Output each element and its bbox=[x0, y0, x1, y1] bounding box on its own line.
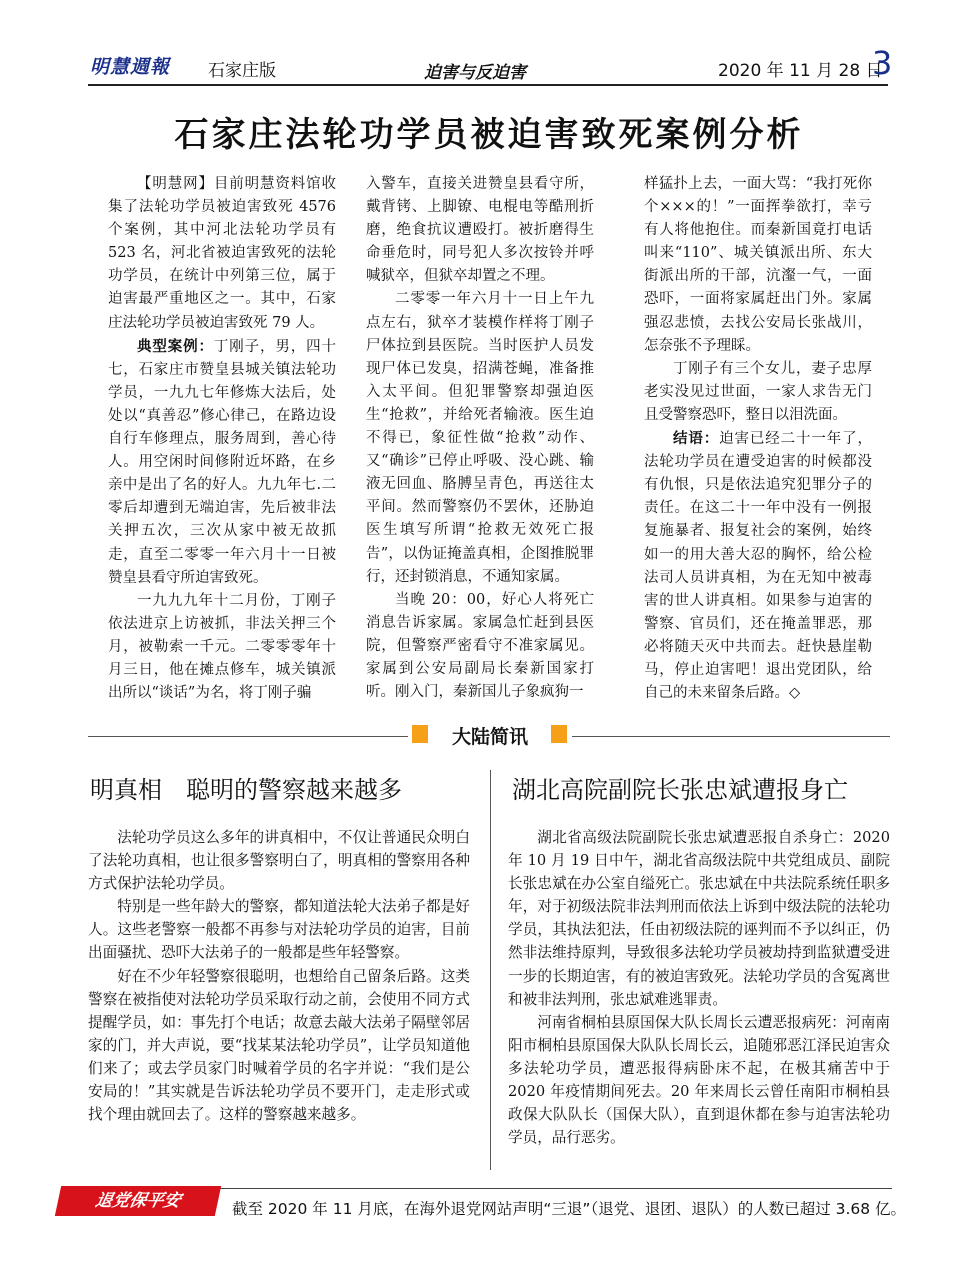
header-rule bbox=[88, 84, 888, 86]
paragraph: 特别是一些年龄大的警察，都知道法轮大法弟子都是好人。这些老警察一般都不再参与对法轮功学员的迫害，目前出面骚扰、恐吓大法弟子的一般都是些年轻警察。 bbox=[88, 898, 470, 962]
paragraph-text: 丁刚子，男，四十七，石家庄市赞皇县城关镇法轮功学员，一九九七年修炼大法后，处处以“真善忍”修心律己，在路边设自行车修理点，服务周到，善心待人。用空闲时间修附近坏路，在乡亲中是出了名的好人。九九年七.二零后却遭到无端迫害，先后被非法关押五次，三次从家中被无故抓走，直至二零零一年六月十一日被赞皇县看守所迫害致死。 bbox=[108, 338, 336, 586]
section-divider-right bbox=[572, 736, 890, 737]
section-divider-left bbox=[88, 736, 408, 737]
masthead-logo: 明慧週報 bbox=[90, 56, 171, 78]
paragraph: 湖北省高级法院副院长张忠斌遭恶报自杀身亡：2020 年 10 月 19 日中午，湖北省高级法院中共党组成员、副院长张忠斌在办公室自缢死亡。张忠斌在中共法院系统任职多年，对于初级法院非法判刑而依法上诉到中级法院的法轮功学员，其执法犯法，任由初级法院的诬判而不予以纠正，仍然非法维持原判，导致很多法轮功学员被劫持到监狱遭受进一步的长期迫害，有的被迫害致死。法轮功学员的含冤离世和被非法判刑，张忠斌难逃罪责。 bbox=[508, 829, 890, 1008]
page-number: 3 bbox=[872, 44, 893, 82]
issue-date: 2020 年 11 月 28 日 bbox=[718, 61, 883, 81]
brief-left-body bbox=[88, 826, 470, 1126]
paragraph: 好在不少年轻警察很聪明，也想给自己留条后路。这类警察在被指使对法轮功学员采取行动之前，会使用不同方式提醒学员，如：事先打个电话；故意去敲大法弟子隔壁邻居家的门，并大声说，要“找某某法轮功学员”，让学员知道他们来了；或去学员家门时喊着学员的名字并说：“我们是公安局的！”其实就是告诉法轮功学员不要开门，走走形式或找个理由就回去了。这样的警察越来越多。 bbox=[88, 967, 470, 1124]
brief-right-title: 湖北高院副院长张忠斌遭报身亡 bbox=[512, 776, 848, 804]
paragraph: 法轮功学员这么多年的讲真相中，不仅让普通民众明白了法轮功真相，也让很多警察明白了，明真相的警察用各种方式保护法轮功学员。 bbox=[88, 829, 470, 893]
brief-left-title: 明真相 聪明的警察越来越多 bbox=[90, 776, 402, 804]
paragraph-text: 迫害已经二十一年了，法轮功学员在遭受迫害的时候都没有仇恨，只是依法追究犯罪分子的责任。在这二十一年中没有一例报复施暴者、报复社会的案例，始终如一的用大善大忍的胸怀，给公检法司人员讲真相，为在无知中被毒害的世人讲真相。如果参与迫害的警察、官员们，还在掩盖罪恶，那必将随天灭中共而去。赶快悬崖勒马，停止迫害吧！退出党团队，给自己的未来留条后路。◇ bbox=[644, 431, 872, 702]
paragraph: 入警车，直接关进赞皇县看守所，戴背铐、上脚镣、电棍电等酷刑折磨，绝食抗议遭殴打。被折磨得生命垂危时，同号犯人多次按铃并呼喊狱卒，但狱卒却置之不理。 bbox=[366, 176, 594, 285]
case-label: 典型案例： bbox=[137, 337, 214, 355]
section-label: 迫害与反迫害 bbox=[424, 63, 526, 83]
paragraph: 当晚 20：00，好心人将死亡消息告诉家属。家属急忙赶到县医院，但警察严密看守不准家属见。家属到公安局副局长秦新国家打听。刚入门，秦新国儿子象疯狗一 bbox=[366, 591, 594, 701]
brief-right-body bbox=[508, 826, 890, 1149]
paragraph: 一九九九年十二月份，丁刚子依法进京上访被抓，非法关押三个月，被勒索一千元。二零零零年十月三日，他在摊点修车，城关镇派出所以“谈话”为名，将丁刚子骗 bbox=[108, 592, 336, 702]
paragraph: 【明慧网】目前明慧资料馆收集了法轮功学员被迫害致死 4576 个案例，其中河北法轮功学员有 523 名，河北省被迫害致死的法轮功学员，在统计中列第三位，属于迫害最严重地区之一。其中，石家庄法轮功学员被迫害致死 79 人。 bbox=[108, 176, 336, 331]
paragraph: 二零零一年六月十一日上午九点左右，狱卒才装模作样将丁刚子尸体拉到县医院。当时医护人员发现尸体已发臭，招满苍蝇，准备推入太平间。但犯罪警察却强迫医生“抢救”，并给死者输液。医生迫不得已，象征性做“抢救”动作、又“确诊”已停止呼吸、没心跳、输液无回血、胳膊呈青色，再送往太平间。然而警察仍不罢休，还胁迫医生填写所谓“抢救无效死亡报告”，以伪证掩盖真相，企图推脱罪行，还封锁消息，不通知家属。 bbox=[366, 291, 594, 585]
article-column-3 bbox=[644, 173, 872, 705]
article-title: 石家庄法轮功学员被迫害致死案例分析 bbox=[174, 115, 804, 155]
edition-label: 石家庄版 bbox=[208, 61, 276, 81]
paragraph bbox=[108, 335, 336, 590]
orange-square-icon bbox=[551, 725, 567, 743]
conclusion-label: 结语： bbox=[673, 430, 720, 448]
paragraph: 河南省桐柏县原国保大队长周长云遭恶报病死：河南南阳市桐柏县原国保大队队长周长云，追随邪恶江泽民迫害众多法轮功学员，遭恶报得病卧床不起，在极其痛苦中于 2020 年疫情期间死去。20 年来周长云曾任南阳市桐柏县政保大队队长（国保大队），直到退休都在参与迫害法轮功学员，品行恶劣。 bbox=[508, 1013, 890, 1147]
footer-notice: 截至 2020 年 11 月底，在海外退党网站声明“三退”（退党、退团、退队）的人数已超过 3.68 亿。 bbox=[232, 1200, 907, 1218]
quit-party-banner: 退党保平安 bbox=[55, 1186, 221, 1216]
briefs-section-title: 大陆简讯 bbox=[451, 726, 528, 748]
paragraph: 丁刚子有三个女儿，妻子忠厚老实没见过世面，一家人求告无门且受警察恐吓，整日以泪洗面。 bbox=[644, 360, 872, 423]
column-divider bbox=[490, 770, 491, 1170]
article-column-1 bbox=[108, 173, 336, 705]
paragraph bbox=[644, 427, 872, 705]
paragraph: 样猛扑上去，一面大骂：“我打死你个×××的！”一面挥拳欲打，幸亏有人将他抱住。而秦新国竟打电话叫来“110”、城关镇派出所、东大街派出所的干部，沆瀣一气，一面恐吓，一面将家属赶出门外。家属强忍悲愤，去找公安局长张战川，怎奈张不予理睬。 bbox=[644, 176, 872, 354]
orange-square-icon bbox=[412, 725, 428, 743]
article-column-2 bbox=[366, 173, 594, 704]
